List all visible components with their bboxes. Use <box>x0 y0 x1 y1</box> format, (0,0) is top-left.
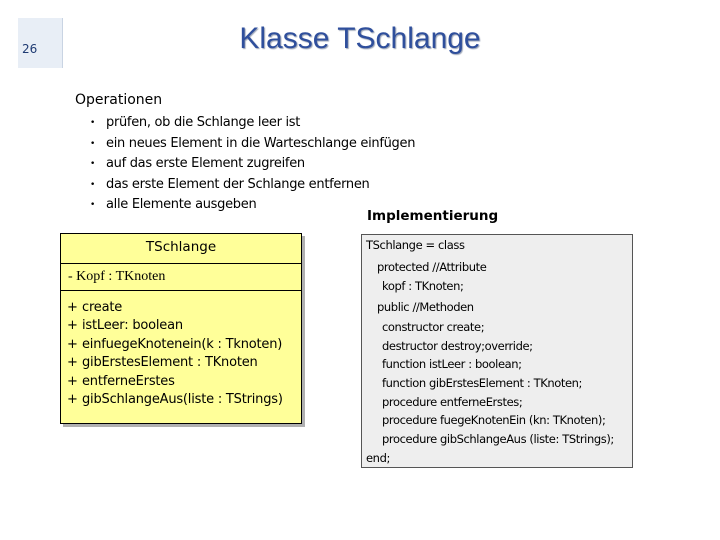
uml-operation <box>67 354 301 372</box>
operations-list <box>90 113 415 216</box>
slide-title: Klasse TSchlange <box>239 22 481 55</box>
bullet-icon: • <box>90 118 96 128</box>
operation-item <box>90 134 415 155</box>
uml-operation-text: gibErstesElement : TKnoten <box>82 355 258 371</box>
uml-operations <box>61 291 301 409</box>
uml-operation-text: create <box>82 300 123 315</box>
public-marker: + <box>67 373 78 389</box>
bullet-icon: • <box>90 179 96 190</box>
uml-operation-text: gibSchlangeAus(liste : TStrings) <box>82 391 283 407</box>
code-line: kopf : TKnoten; <box>382 279 464 293</box>
public-marker: + <box>67 355 78 371</box>
bullet-icon: • <box>90 200 96 210</box>
code-line: end; <box>366 451 390 465</box>
code-line: public //Methoden <box>377 300 474 314</box>
uml-operation-text: einfuegeKnotenein(k : Tknoten) <box>82 336 283 352</box>
operations-heading: Operationen <box>75 92 163 108</box>
uml-operation-text: istLeer: boolean <box>82 318 183 334</box>
bullet-icon: • <box>90 159 96 169</box>
operation-item <box>90 113 415 134</box>
operation-text: das erste Element der Schlange entfernen <box>106 176 370 192</box>
public-marker: + <box>67 391 78 407</box>
uml-operation <box>67 373 301 391</box>
public-marker: + <box>67 300 78 315</box>
uml-operation-text: entferneErstes <box>82 373 175 389</box>
code-line: procedure gibSchlangeAus (liste: TStrings); <box>382 432 614 446</box>
operation-item <box>90 154 415 175</box>
code-line: constructor create; <box>382 320 485 334</box>
public-marker: + <box>67 318 78 334</box>
code-line: function gibErstesElement : TKnoten; <box>382 376 583 390</box>
uml-operation <box>67 317 301 335</box>
code-box <box>361 234 633 468</box>
uml-operation <box>67 336 301 354</box>
code-line: protected //Attribute <box>377 260 487 274</box>
code-line: procedure entferneErstes; <box>382 395 523 409</box>
bullet-icon: • <box>90 138 96 149</box>
operation-text: prüfen, ob die Schlange leer ist <box>106 115 301 130</box>
uml-class-diagram <box>60 233 302 424</box>
uml-attribute: - Kopf : TKnoten <box>61 264 301 291</box>
implementation-heading: Implementierung <box>367 208 499 224</box>
operation-text: ein neues Element in die Warteschlange einfügen <box>106 135 416 151</box>
operation-item <box>90 175 415 196</box>
code-line: TSchlange = class <box>366 238 465 252</box>
uml-operation <box>67 299 301 317</box>
public-marker: + <box>67 336 78 352</box>
code-line: destructor destroy;override; <box>382 339 533 353</box>
code-line: procedure fuegeKnotenEin (kn: TKnoten); <box>382 413 606 427</box>
operation-text: alle Elemente ausgeben <box>106 197 257 212</box>
uml-operation <box>67 391 301 409</box>
uml-class-name: TSchlange <box>61 234 301 264</box>
code-line: function istLeer : boolean; <box>382 357 522 371</box>
operation-text: auf das erste Element zugreifen <box>106 156 305 171</box>
slide-number: 26 <box>22 42 38 56</box>
